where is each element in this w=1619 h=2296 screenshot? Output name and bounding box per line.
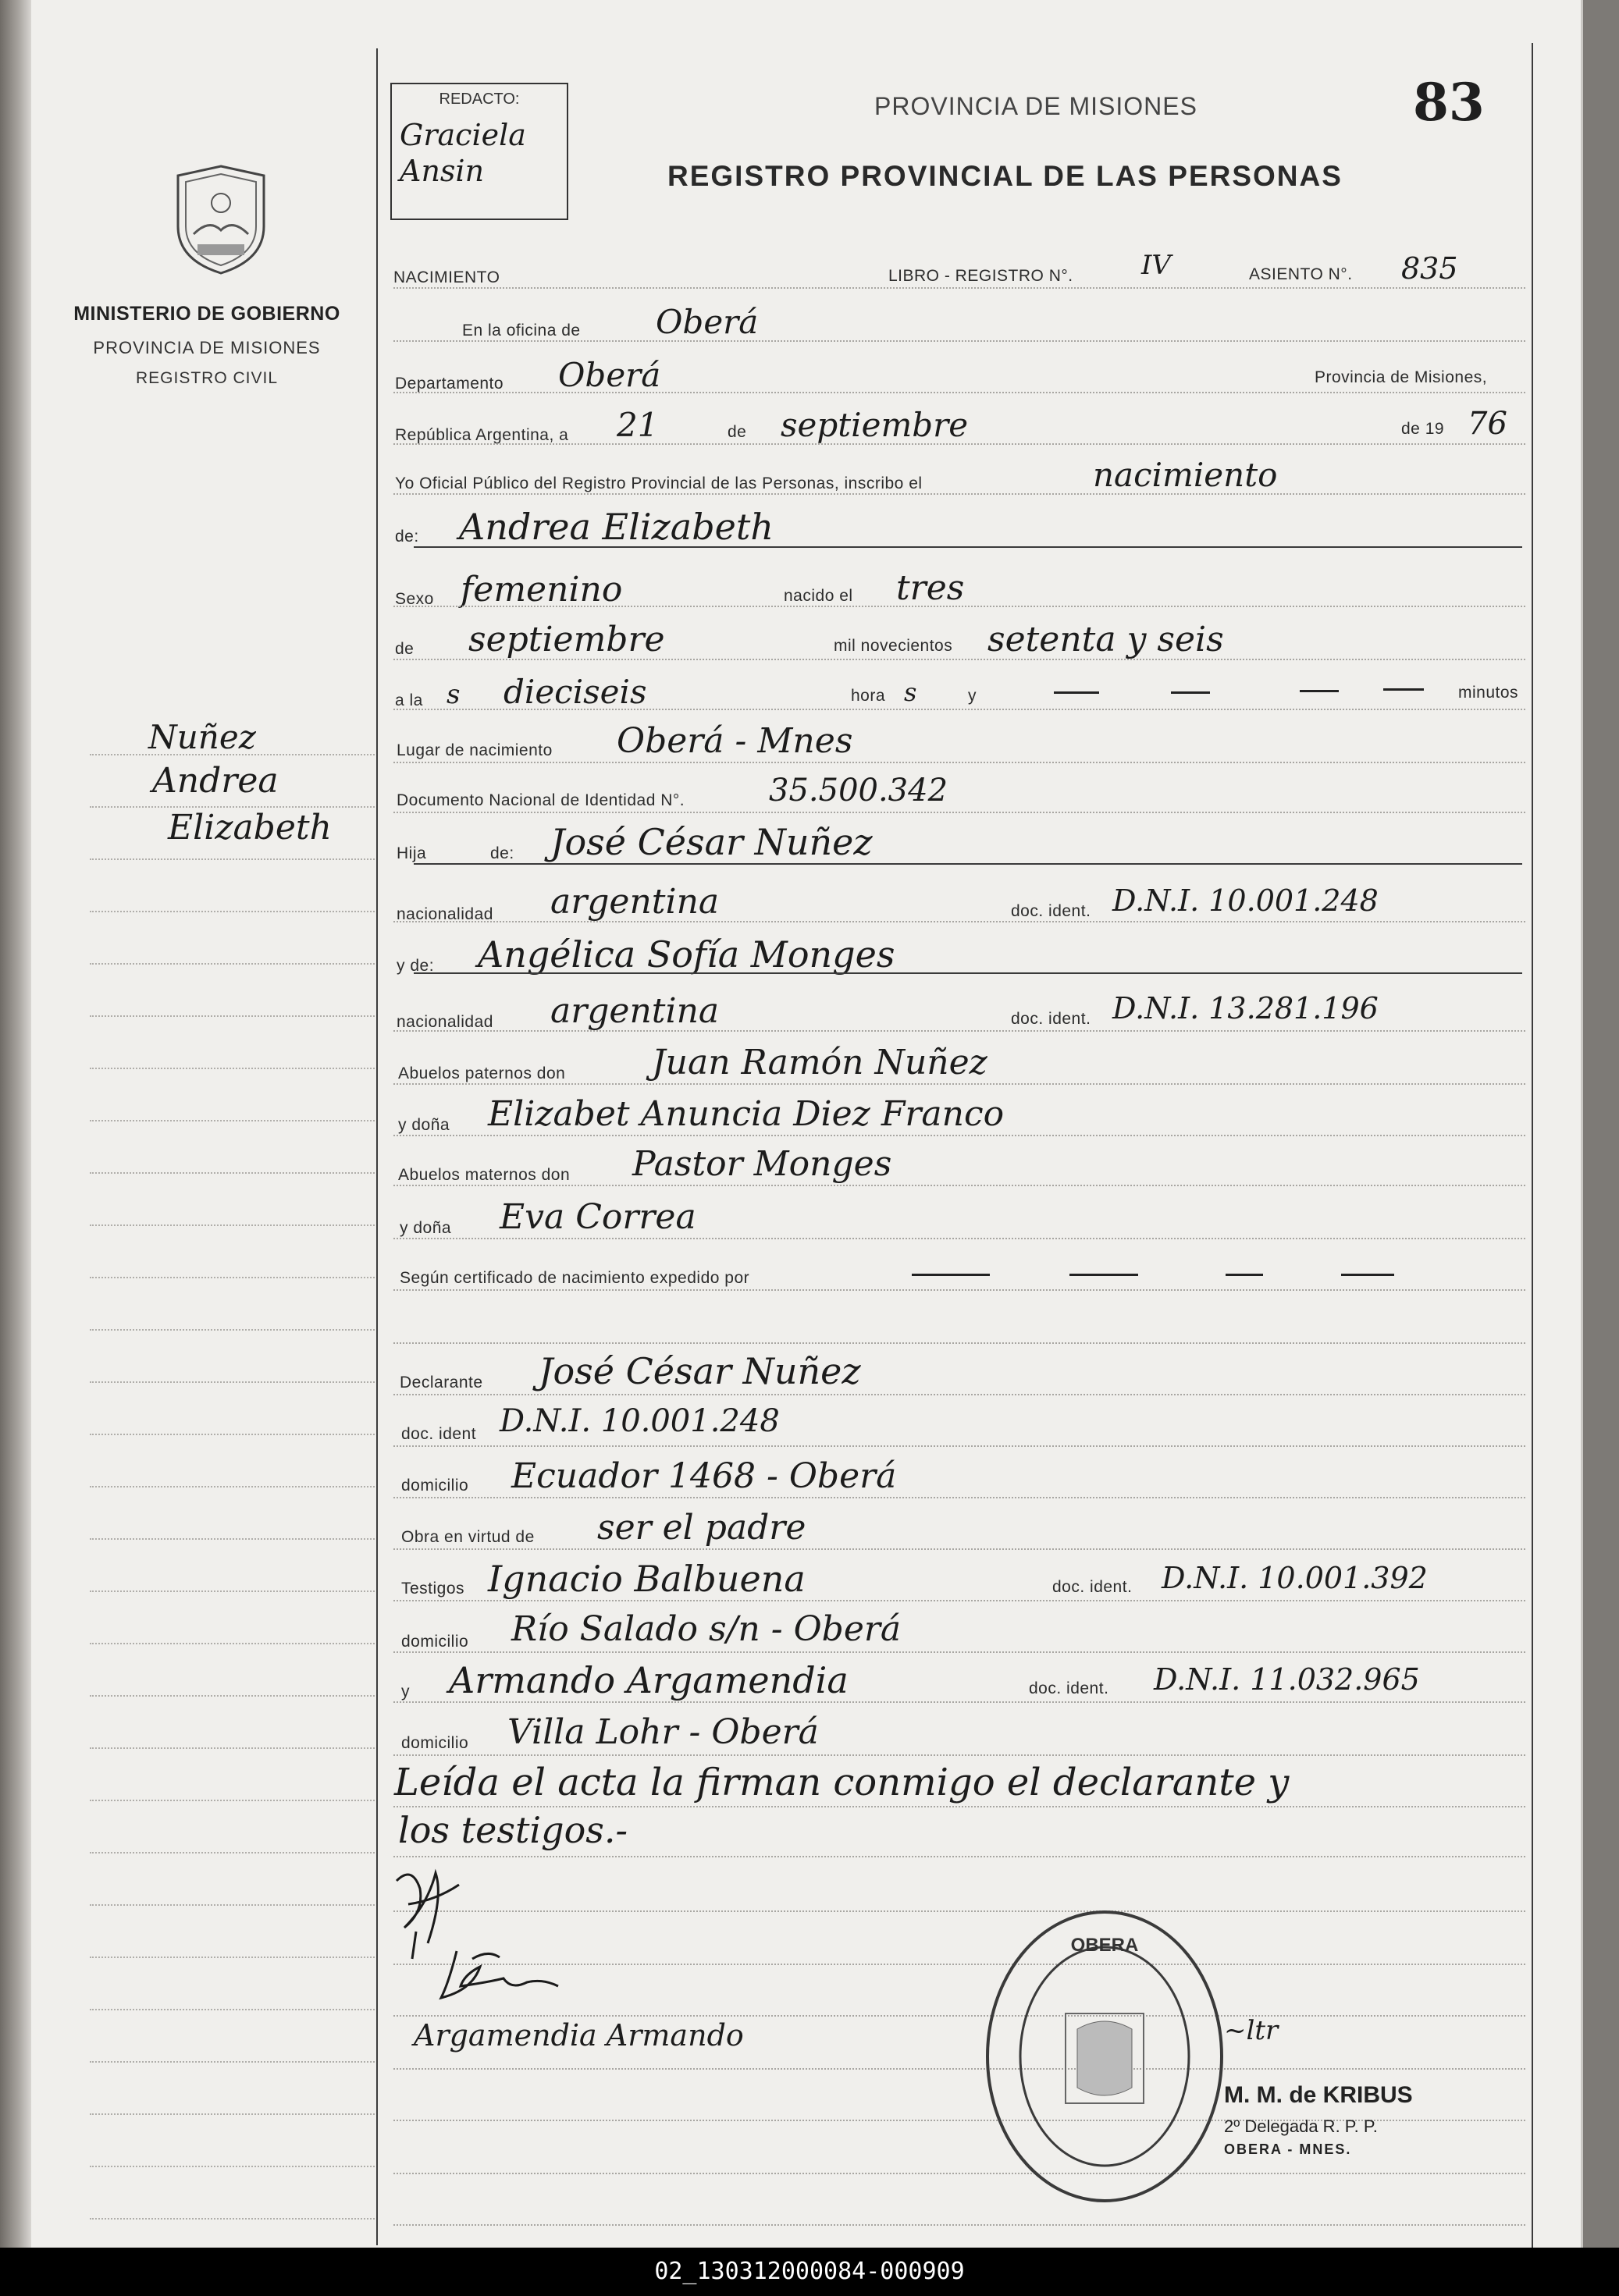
margin-rule (90, 2113, 375, 2115)
doct1-label: doc. ident. (1052, 1578, 1133, 1596)
rule (393, 1080, 1525, 1085)
anio-value: 76 (1468, 406, 1507, 442)
svg-text:OBERA: OBERA (1070, 1935, 1139, 1956)
officer-role: 2º Delegada R. P. P. (1224, 2117, 1378, 2136)
rule (393, 1442, 1525, 1447)
rule (393, 337, 1525, 342)
margin-rule (90, 1381, 375, 1383)
officer-signature: ~ltr (1224, 2015, 1279, 2046)
rule (393, 2065, 1525, 2070)
y-label: y (968, 687, 977, 705)
column-divider (376, 48, 378, 2245)
rule (393, 602, 1525, 607)
declarante-label: Declarante (400, 1374, 483, 1391)
rule (393, 2221, 1525, 2226)
lugar-value: Oberá - Mnes (617, 721, 853, 761)
nac1-label: nacionalidad (397, 905, 493, 923)
margin-rule (90, 1538, 375, 1540)
obra-label: Obra en virtud de (401, 1528, 535, 1546)
rule (393, 1286, 1525, 1291)
rule (393, 1597, 1525, 1601)
horas-label: hora (851, 687, 886, 705)
rule (393, 918, 1525, 922)
blank-dash (1300, 690, 1339, 692)
rule-solid (414, 972, 1522, 974)
departamento-label: Departamento (395, 375, 504, 393)
redacto-signature: Graciela Ansin (400, 118, 526, 188)
margin-rule (90, 1643, 375, 1644)
alas-label: a la (395, 691, 423, 709)
rule (393, 656, 1525, 660)
domicilio3-value: Villa Lohr - Oberá (507, 1712, 819, 1752)
doct2-value: D.N.I. 11.032.965 (1154, 1662, 1420, 1697)
margin-rule (90, 963, 375, 965)
ydona1-value: Elizabet Anuncia Diez Franco (488, 1094, 1005, 1134)
departamento-value: Oberá (558, 356, 661, 394)
margin-rule (90, 2009, 375, 2010)
ydona1-label: y doña (398, 1116, 450, 1134)
alas-value: dieciseis (503, 673, 647, 711)
domicilio1-value: Ecuador 1468 - Oberá (511, 1456, 897, 1496)
file-id-bar: 02_130312000084-000909 (0, 2248, 1619, 2296)
rule (393, 284, 1525, 289)
rule (393, 706, 1525, 710)
doc1-label: doc. ident. (1011, 902, 1091, 920)
hija-de-label: de: (490, 844, 514, 862)
margin-rule (90, 2061, 375, 2063)
oficial-value: nacimiento (1093, 456, 1278, 494)
blank-dash (1226, 1274, 1263, 1276)
mes-value: septiembre (781, 406, 969, 444)
abm-value: Pastor Monges (632, 1144, 892, 1184)
page-binding (0, 0, 31, 2248)
officer-place: OBERA - MNES. (1224, 2141, 1352, 2157)
mes-nac-value: septiembre (468, 620, 665, 659)
yde-label: y de: (397, 957, 435, 975)
madre-value: Angélica Sofía Monges (478, 933, 895, 976)
horas-suffix: s (904, 677, 917, 707)
margin-note-line-1: Nuñez (148, 718, 256, 756)
nac2-label: nacionalidad (397, 1013, 493, 1031)
margin-rule (90, 1015, 375, 1017)
witness-signature-name: Argamendia Armando (414, 2018, 744, 2053)
obra-value: ser el padre (597, 1508, 806, 1548)
mil-value: setenta y seis (987, 620, 1224, 659)
redacto-label: REDACTO: (439, 91, 520, 108)
ydona2-value: Eva Correa (500, 1197, 696, 1237)
rule-solid (414, 546, 1522, 548)
rule (393, 2170, 1525, 2174)
hija-label: Hija (397, 844, 427, 862)
republica-label: República Argentina, a (395, 426, 569, 444)
segun-label: Según certificado de nacimiento expedido por (400, 1269, 750, 1287)
blank-dash (1171, 691, 1210, 694)
de3-label: de (395, 640, 415, 658)
de-label: de (728, 423, 747, 441)
nacido-value: tres (896, 568, 965, 608)
asiento-label: ASIENTO N°. (1249, 265, 1353, 283)
dni-value: 35.500.342 (769, 773, 948, 809)
oficina-value: Oberá (656, 303, 759, 341)
mil-label: mil novecientos (834, 637, 953, 655)
y2-label: y (401, 1683, 410, 1701)
margin-rule (90, 1120, 375, 1121)
declarante-value: José César Nuñez (539, 1350, 861, 1392)
blank-dash (1383, 688, 1424, 691)
libro-value: IV (1141, 250, 1171, 281)
registry-title: REGISTRO PROVINCIAL DE LAS PERSONAS (667, 160, 1343, 192)
nacimiento-label: NACIMIENTO (393, 268, 500, 286)
dia-value: 21 (617, 406, 659, 444)
margin-rule (90, 1329, 375, 1331)
officer-block (1224, 2082, 1413, 2158)
ministry-province: PROVINCIA DE MISIONES (93, 338, 321, 357)
oficina-label: En la oficina de (462, 322, 581, 339)
margin-rule (90, 858, 375, 860)
libro-label: LIBRO - REGISTRO N°. (888, 267, 1073, 285)
rule (393, 1751, 1525, 1756)
docd-value: D.N.I. 10.001.248 (500, 1403, 780, 1439)
margin-rule (90, 1486, 375, 1487)
docd-label: doc. ident (401, 1425, 477, 1443)
closing-line-1: Leída el acta la firman conmigo el declarante y (394, 1761, 1290, 1804)
margin-rule (90, 1068, 375, 1069)
rule (393, 1853, 1525, 1857)
domicilio2-label: domicilio (401, 1633, 469, 1651)
rule (393, 809, 1525, 813)
nac2-value: argentina (550, 991, 720, 1031)
province-title: PROVINCIA DE MISIONES (874, 92, 1197, 120)
rule (393, 1339, 1525, 1344)
margin-rule (90, 1747, 375, 1749)
rule (393, 440, 1525, 445)
nacido-label: nacido el (784, 587, 853, 605)
margin-rule (90, 1224, 375, 1226)
nac1-value: argentina (550, 882, 720, 922)
rule (393, 490, 1525, 495)
doc1-value: D.N.I. 10.001.248 (1112, 883, 1379, 918)
margin-rule (90, 2218, 375, 2220)
domicilio2-value: Río Salado s/n - Oberá (511, 1609, 902, 1649)
rule (393, 1235, 1525, 1239)
margin-rule (90, 1434, 375, 1435)
official-stamp (980, 1904, 1229, 2209)
rule (393, 1027, 1525, 1032)
ministry-registry: REGISTRO CIVIL (135, 369, 279, 387)
margin-rule (90, 1957, 375, 1958)
sexo-label: Sexo (395, 590, 434, 608)
domicilio3-label: domicilio (401, 1734, 469, 1752)
minutos-label: minutos (1458, 684, 1519, 702)
oficial-label: Yo Oficial Público del Registro Provincial de las Personas, inscribo el (395, 474, 923, 492)
de2-label: de: (395, 528, 419, 546)
margin-note-line-3: Elizabeth (168, 808, 332, 848)
testigo2-value: Armando Argamendia (449, 1659, 849, 1701)
rule (393, 1132, 1525, 1136)
padre-value: José César Nuñez (550, 821, 873, 863)
provincia-label: Provincia de Misiones, (1315, 368, 1488, 386)
doct1-value: D.N.I. 10.001.392 (1162, 1561, 1428, 1595)
margin-rule (90, 1852, 375, 1854)
nombre-value: Andrea Elizabeth (459, 506, 774, 548)
doct2-label: doc. ident. (1029, 1679, 1109, 1697)
lugar-label: Lugar de nacimiento (397, 741, 553, 759)
redacto-box (390, 83, 568, 220)
rule (393, 1182, 1525, 1186)
margin-rule (90, 1904, 375, 1906)
alas-number: s (447, 679, 461, 710)
rule (393, 1648, 1525, 1653)
rule (393, 1698, 1525, 1703)
rule-solid (414, 863, 1522, 865)
margin-note-line-2: Andrea (152, 761, 279, 801)
officer-name: M. M. de KRIBUS (1224, 2082, 1413, 2108)
provincial-seal-icon (162, 160, 279, 277)
margin-rule (90, 2166, 375, 2167)
blank-dash (1054, 691, 1099, 694)
witness-signature-1 (425, 1943, 574, 2013)
dni-label: Documento Nacional de Identidad N°. (397, 791, 685, 809)
margin-rule (90, 1172, 375, 1174)
rule (393, 1803, 1525, 1807)
right-border (1532, 43, 1533, 2248)
rule (393, 389, 1525, 393)
sexo-value: femenino (461, 570, 623, 610)
margin-rule (90, 1800, 375, 1801)
closing-line-2: los testigos.- (398, 1809, 628, 1851)
doc2-label: doc. ident. (1011, 1010, 1091, 1028)
domicilio1-label: domicilio (401, 1477, 469, 1495)
rule (393, 1545, 1525, 1550)
margin-rule (90, 1277, 375, 1278)
margin-rule (90, 911, 375, 912)
anio-label: de 19 (1401, 420, 1445, 438)
abm-label: Abuelos maternos don (398, 1166, 571, 1184)
testigo1-value: Ignacio Balbuena (488, 1558, 806, 1600)
blank-dash (1069, 1274, 1138, 1276)
asiento-value: 835 (1401, 251, 1458, 286)
blank-dash (912, 1274, 990, 1276)
abp-value: Juan Ramón Nuñez (652, 1043, 987, 1082)
margin-rule (90, 1695, 375, 1697)
doc2-value: D.N.I. 13.281.196 (1112, 991, 1379, 1025)
page-number: 83 (1413, 72, 1485, 133)
margin-rule (90, 1590, 375, 1592)
rule (393, 1391, 1525, 1395)
abp-label: Abuelos paternos don (398, 1064, 566, 1082)
rule (393, 1907, 1525, 1912)
ydona2-label: y doña (400, 1219, 452, 1237)
ministry-name: MINISTERIO DE GOBIERNO (73, 303, 340, 325)
ministry-header (62, 303, 351, 388)
blank-dash (1341, 1274, 1394, 1276)
testigos-label: Testigos (401, 1580, 465, 1598)
rule (393, 1494, 1525, 1498)
rule (393, 759, 1525, 763)
